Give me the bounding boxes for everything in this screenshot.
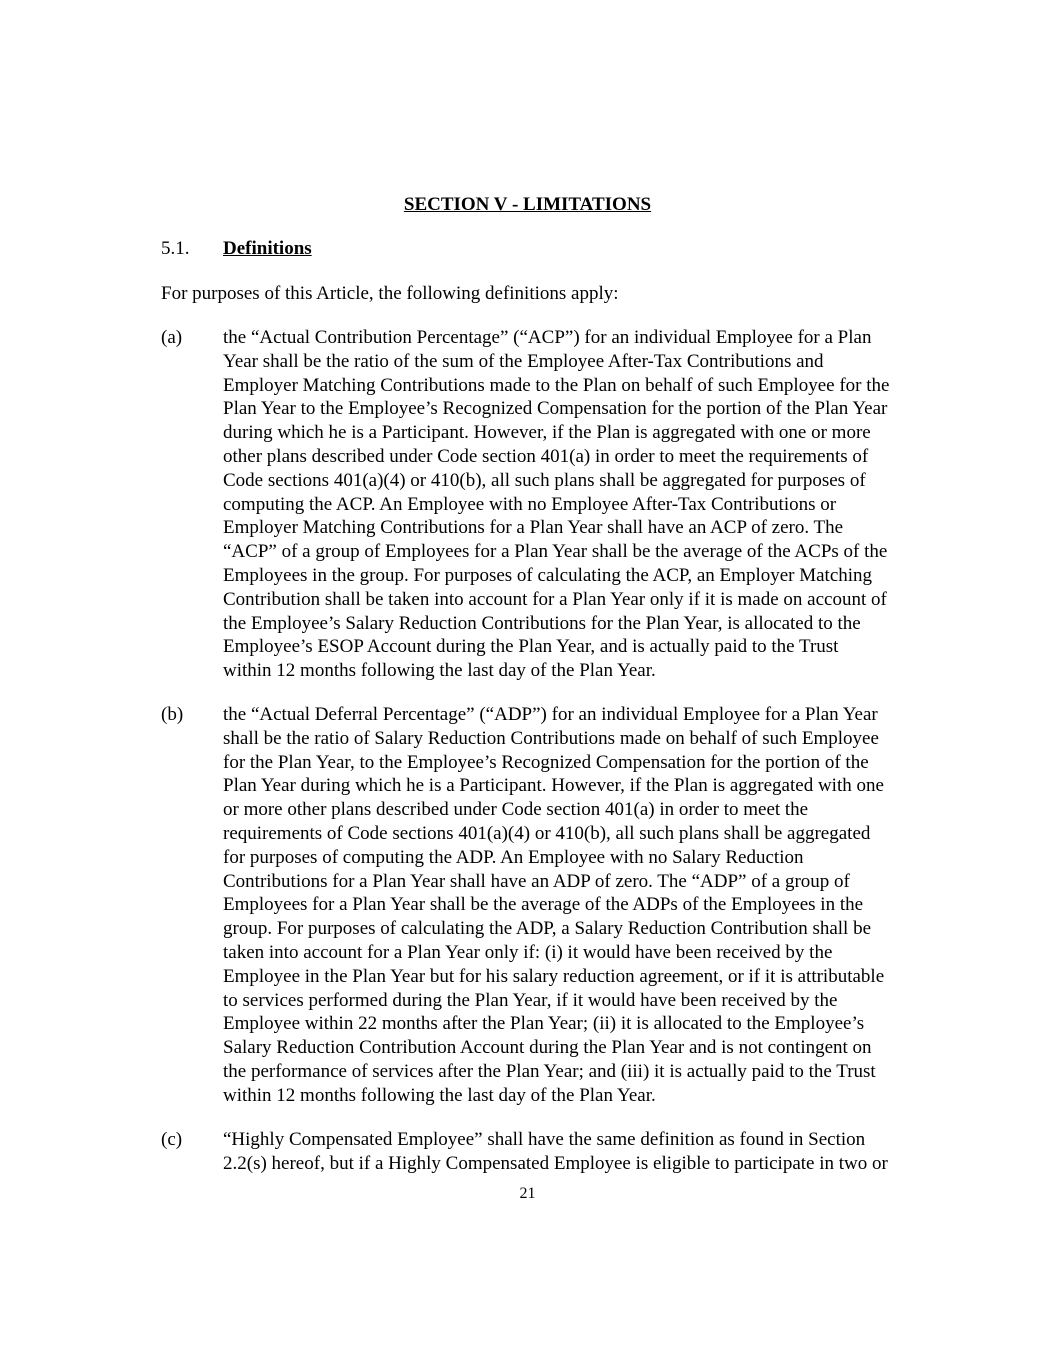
item-text <box>223 326 961 683</box>
text-line: Employee in the Plan Year but for his salary reduction agreement, or if it is attributable <box>223 965 885 987</box>
subsection-heading <box>161 237 312 261</box>
text-line: Plan Year during which he is a Participant. However, if the Plan is aggregated with one <box>223 775 884 797</box>
definition-item-a <box>161 326 961 683</box>
text-line: computing the ACP. An Employee with no Employee After-Tax Contributions or <box>223 493 837 515</box>
section-title <box>0 193 1055 217</box>
text-line: group. For purposes of calculating the ADP, a Salary Reduction Contribution shall be <box>223 918 872 940</box>
definition-item-c <box>161 1128 961 1176</box>
text-line: Employee’s ESOP Account during the Plan Year, and is actually paid to the Trust <box>223 636 839 658</box>
text-line: the “Actual Contribution Percentage” (“ACP”) for an individual Employee for a Plan <box>223 327 872 348</box>
text-line: Employer Matching Contributions made to the Plan on behalf of such Employee for the <box>223 374 890 396</box>
text-line: or more other plans described under Code section 401(a) in order to meet the <box>223 799 809 821</box>
text-line: taken into account for a Plan Year only if: (i) it would have been received by the <box>223 941 833 963</box>
text-line: Employees for a Plan Year shall be the average of the ADPs of the Employees in the <box>223 894 864 916</box>
text-line: to services performed during the Plan Year, if it would have been received by the <box>223 989 838 1011</box>
text-line: for purposes of computing the ADP. An Employee with no Salary Reduction <box>223 846 804 868</box>
subsection-title: Definitions <box>223 238 312 259</box>
page-number: 21 <box>519 1185 536 1202</box>
text-line: “Highly Compensated Employee” shall have the same definition as found in Section <box>223 1129 866 1150</box>
text-line: other plans described under Code section 401(a) in order to meet the requirements of <box>223 445 869 467</box>
text-line: Employer Matching Contributions for a Plan Year shall have an ACP of zero. The <box>223 517 844 539</box>
text-line: Employee within 22 months after the Plan Year; (ii) it is allocated to the Employee’s <box>223 1013 865 1035</box>
text-line: within 12 months following the last day of the Plan Year. <box>223 1084 656 1106</box>
text-line: Contributions for a Plan Year shall have an ADP of zero. The “ADP” of a group of <box>223 870 850 892</box>
item-text <box>223 1128 961 1176</box>
item-label: (b) <box>161 704 184 725</box>
subsection-number: 5.1. <box>161 238 190 259</box>
text-line: requirements of Code sections 401(a)(4) or 410(b), all such plans shall be aggregated <box>223 822 871 844</box>
text-line: Contribution shall be taken into account for a Plan Year only if it is made on account of <box>223 588 887 610</box>
item-text <box>223 703 961 1108</box>
text-line: Employees in the group. For purposes of calculating the ACP, an Employer Matching <box>223 564 873 586</box>
text-line: the Employee’s Salary Reduction Contributions for the Plan Year, is allocated to the <box>223 612 861 634</box>
intro-paragraph: For purposes of this Article, the following definitions apply: <box>161 283 619 304</box>
section-title-text: SECTION V - LIMITATIONS <box>403 194 652 215</box>
text-line: Salary Reduction Contribution Account during the Plan Year and is not contingent on <box>223 1037 872 1059</box>
definition-item-b <box>161 703 961 1108</box>
text-line: Year shall be the ratio of the sum of the Employee After-Tax Contributions and <box>223 350 824 372</box>
text-line: Plan Year to the Employee’s Recognized Compensation for the portion of the Plan Year <box>223 398 888 420</box>
text-line: the “Actual Deferral Percentage” (“ADP”) for an individual Employee for a Plan Year <box>223 704 878 725</box>
item-label: (a) <box>161 327 183 348</box>
text-line: for the Plan Year, to the Employee’s Recognized Compensation for the portion of the <box>223 751 869 773</box>
text-line: during which he is a Participant. However, if the Plan is aggregated with one or more <box>223 422 871 444</box>
text-line: 2.2(s) hereof, but if a Highly Compensated Employee is eligible to participate in two or <box>223 1152 888 1174</box>
text-line: shall be the ratio of Salary Reduction Contributions made on behalf of such Employee <box>223 727 879 749</box>
text-line: within 12 months following the last day of the Plan Year. <box>223 660 656 682</box>
text-line: the performance of services after the Plan Year; and (iii) it is actually paid to the Trust <box>223 1060 876 1082</box>
text-line: “ACP” of a group of Employees for a Plan Year shall be the average of the ACPs of the <box>223 541 888 563</box>
text-line: Code sections 401(a)(4) or 410(b), all such plans shall be aggregated for purposes of <box>223 469 866 491</box>
item-label: (c) <box>161 1129 183 1150</box>
